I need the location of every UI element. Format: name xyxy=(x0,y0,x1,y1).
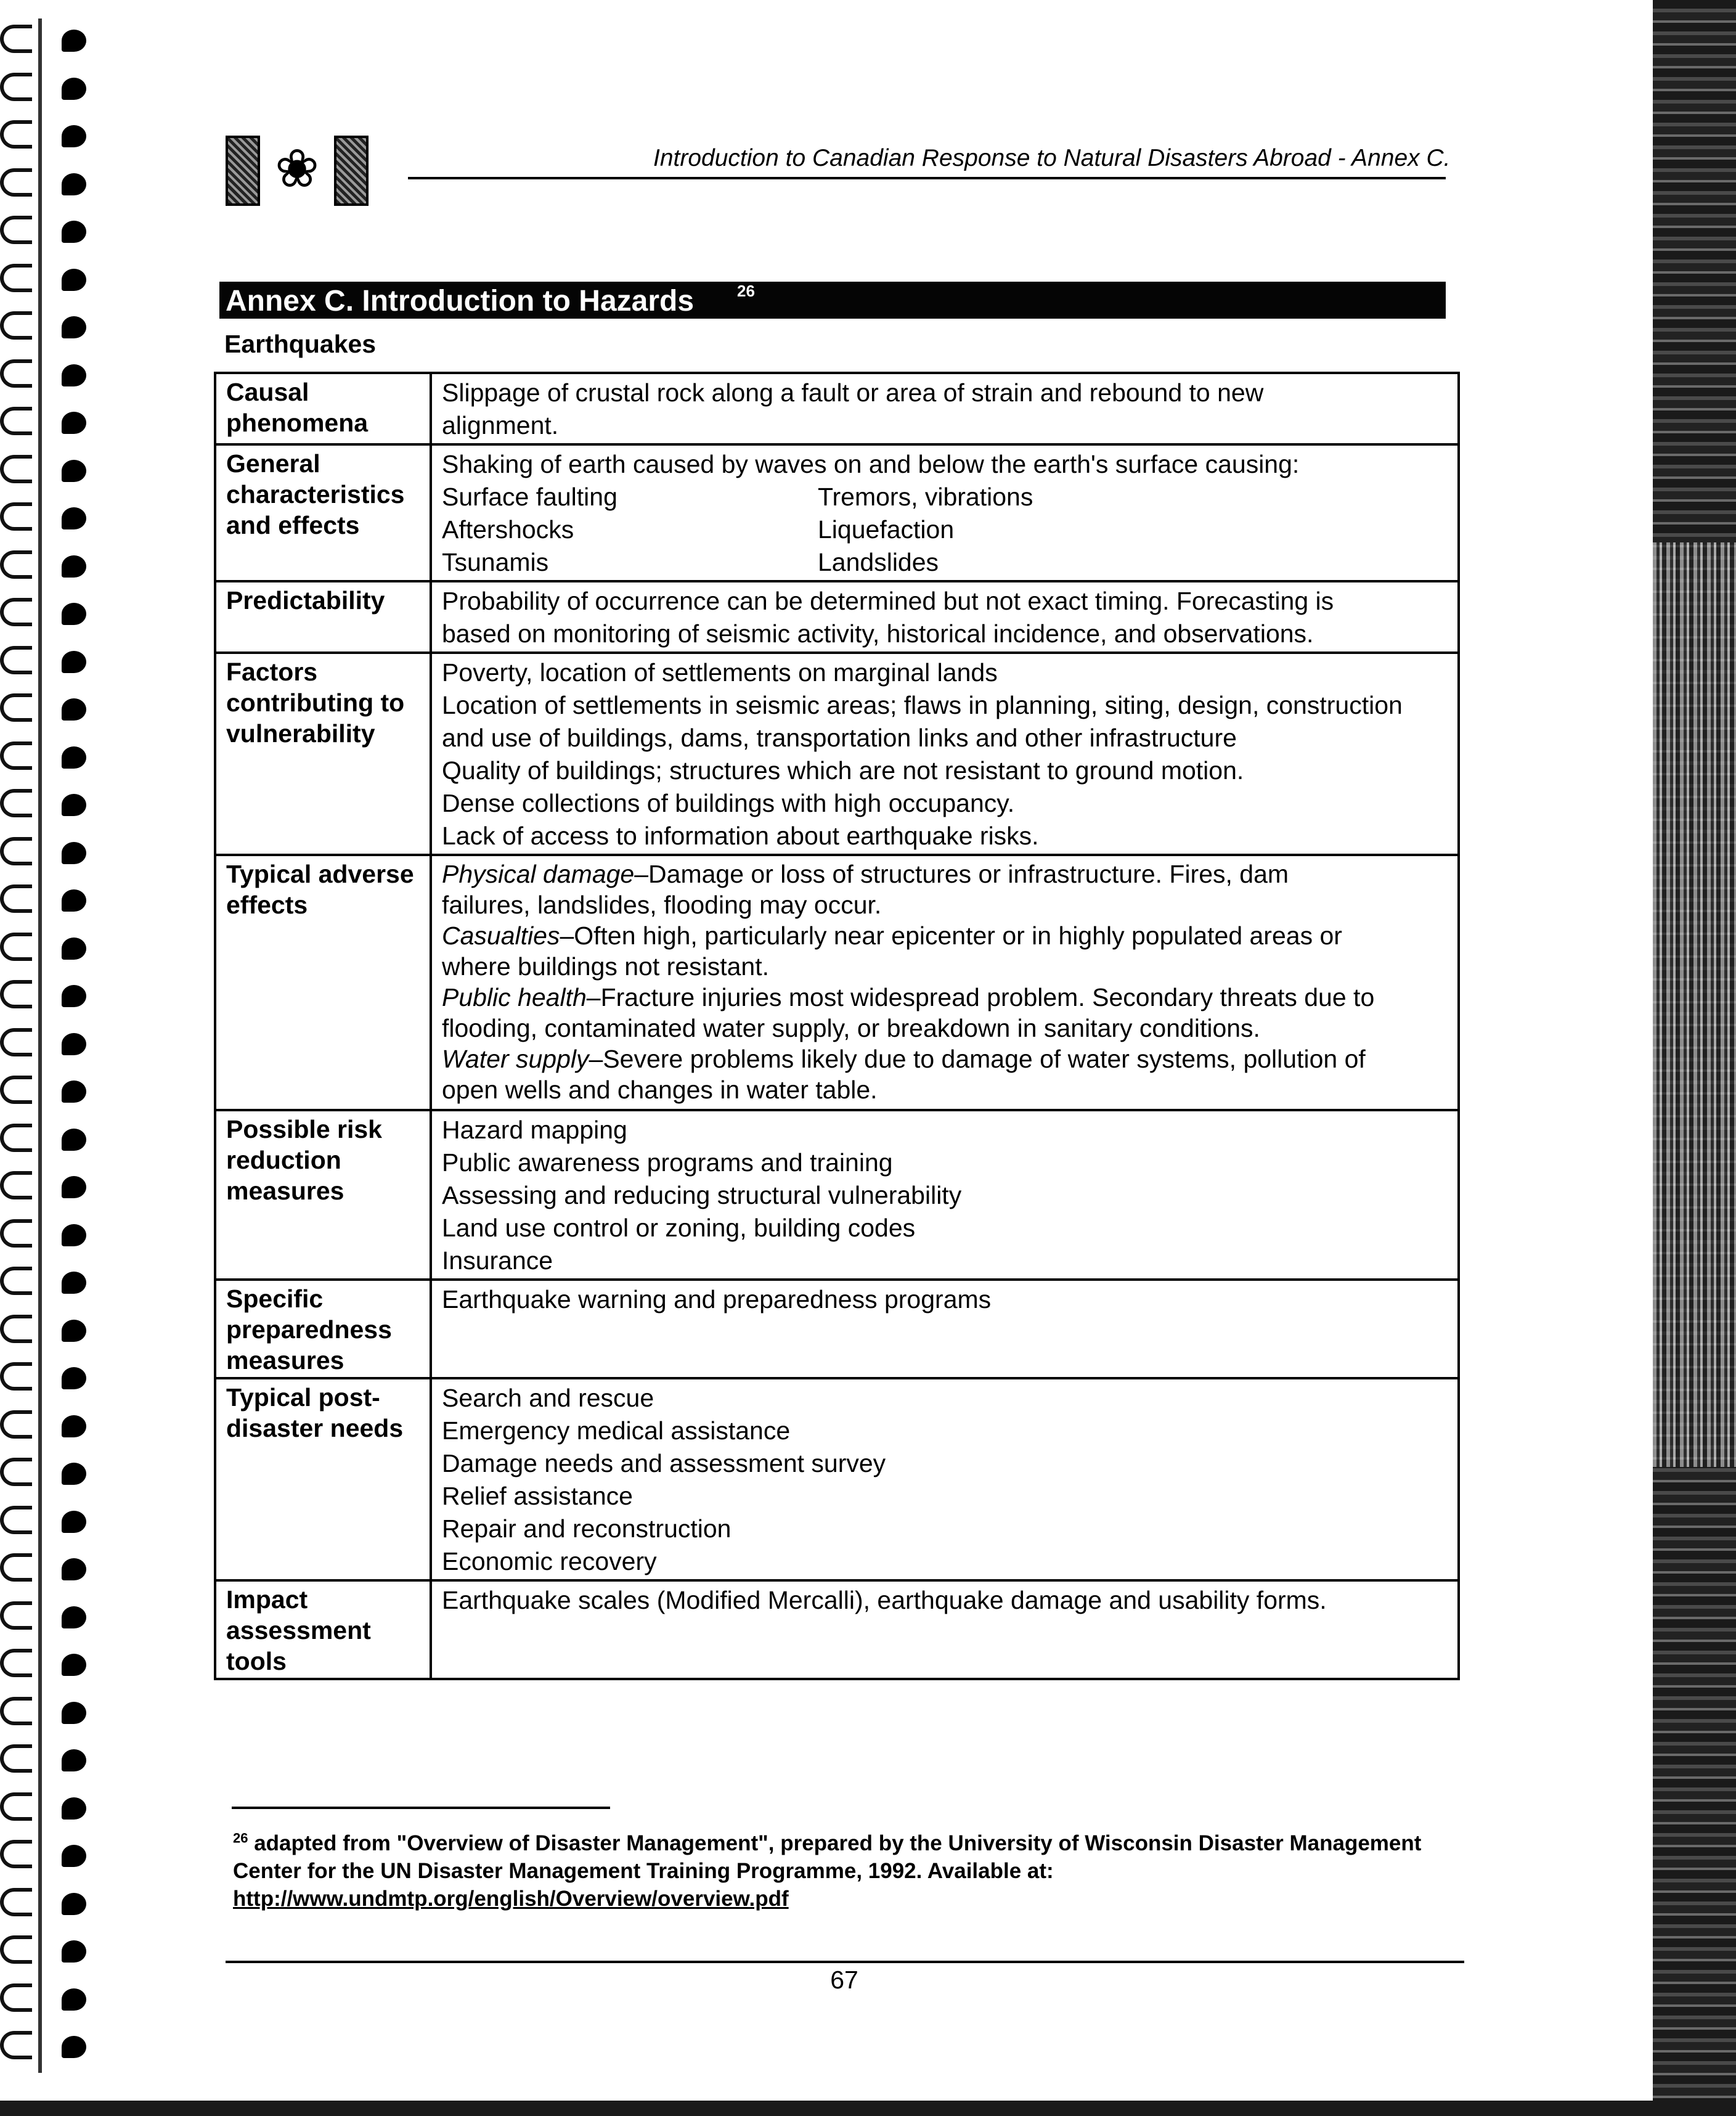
spiral-ring-dot xyxy=(62,1129,86,1151)
spiral-ring xyxy=(0,258,99,306)
maple-leaf-icon: ❀ xyxy=(274,138,320,200)
spiral-ring-hook xyxy=(0,598,32,626)
spiral-ring-hook xyxy=(0,1458,32,1486)
spiral-ring-hook xyxy=(0,741,32,770)
spiral-ring-hook xyxy=(0,73,32,101)
spiral-ring-stem xyxy=(38,1260,42,1309)
spiral-ring-dot xyxy=(62,173,86,195)
scan-edge-bottom xyxy=(0,2101,1736,2116)
spiral-ring-dot xyxy=(62,221,86,243)
spiral-ring xyxy=(0,1977,99,2025)
spiral-ring-stem xyxy=(38,926,42,974)
effect-text: –Fracture injuries most widespread problem. Secondary threats due to xyxy=(586,983,1375,1011)
row-content-preparedness xyxy=(431,1280,1459,1378)
spiral-ring-dot xyxy=(62,1558,86,1580)
spiral-ring-hook xyxy=(0,646,32,674)
spiral-ring xyxy=(0,1069,99,1117)
list-item: Search and rescue xyxy=(442,1384,654,1412)
spiral-ring-hook xyxy=(0,550,32,579)
spiral-ring-stem xyxy=(38,1929,42,1977)
text-line xyxy=(442,982,1451,1013)
spiral-ring-hook xyxy=(0,120,32,149)
spiral-ring-dot xyxy=(62,794,86,816)
table-row-general xyxy=(215,444,1459,581)
spiral-ring-dot xyxy=(62,555,86,578)
spiral-ring-dot xyxy=(62,1511,86,1533)
spiral-ring xyxy=(0,2025,99,2073)
spiral-ring-stem xyxy=(38,1786,42,1834)
text-line: and use of buildings, dams, transportation links and other infrastructure xyxy=(442,724,1237,752)
row-content-risk xyxy=(431,1110,1459,1280)
effect-pair xyxy=(442,513,1451,546)
spiral-ring-hook xyxy=(0,1697,32,1725)
list-item: Economic recovery xyxy=(442,1547,657,1575)
row-label-factors: Factors contributing to vulnerability xyxy=(215,653,431,855)
row-content-adverse xyxy=(431,855,1459,1110)
spiral-ring-hook xyxy=(0,264,32,292)
spiral-ring-hook xyxy=(0,1744,32,1773)
header-rule xyxy=(408,177,1446,179)
spiral-ring-dot xyxy=(62,1080,86,1103)
effect-pair xyxy=(442,546,1451,579)
spiral-ring xyxy=(0,1595,99,1643)
text-line: failures, landslides, flooding may occur. xyxy=(442,891,882,919)
spiral-ring-dot xyxy=(62,1463,86,1485)
effect-item: Landslides xyxy=(818,548,939,576)
footnote-link[interactable]: http://www.undmtp.org/english/Overview/overview.pdf xyxy=(233,1887,789,1911)
spiral-ring-stem xyxy=(38,305,42,353)
text-line: Dense collections of buildings with high occupancy. xyxy=(442,789,1015,817)
spiral-ring-hook xyxy=(0,1983,32,2012)
spiral-ring-stem xyxy=(38,687,42,735)
spiral-ring-dot xyxy=(62,889,86,912)
table-row-factors xyxy=(215,653,1459,855)
spiral-ring xyxy=(0,305,99,353)
spiral-ring xyxy=(0,1834,99,1882)
row-label-predictability: Predictability xyxy=(215,581,431,653)
list-item: Earthquake warning and preparedness programs xyxy=(442,1285,992,1313)
spiral-ring xyxy=(0,67,99,115)
spiral-ring-dot xyxy=(62,78,86,100)
spiral-ring xyxy=(0,926,99,974)
spiral-ring-stem xyxy=(38,258,42,306)
spiral-ring xyxy=(0,1356,99,1404)
spiral-ring xyxy=(0,1117,99,1166)
spiral-ring xyxy=(0,831,99,879)
spiral-ring-stem xyxy=(38,1738,42,1786)
spiral-ring-hook xyxy=(0,455,32,483)
annex-title-bar xyxy=(219,282,1446,319)
spiral-ring-dot xyxy=(62,1033,86,1055)
spiral-ring xyxy=(0,1404,99,1452)
row-label-impact: Impact assessment tools xyxy=(215,1580,431,1679)
row-content-causal xyxy=(431,373,1459,444)
text-line xyxy=(442,859,1451,889)
row-label-post: Typical post-disaster needs xyxy=(215,1378,431,1580)
table-row-impact xyxy=(215,1580,1459,1679)
spiral-ring xyxy=(0,1882,99,1930)
spiral-ring xyxy=(0,1452,99,1500)
spiral-ring-dot xyxy=(62,1224,86,1246)
scan-edge-right xyxy=(1653,0,1736,2116)
spiral-ring-hook xyxy=(0,2031,32,2059)
spiral-ring-dot xyxy=(62,507,86,529)
canada-flag-logo xyxy=(226,136,369,203)
spiral-ring-hook xyxy=(0,1267,32,1295)
flag-bar-left xyxy=(226,136,260,206)
spiral-ring-hook xyxy=(0,1792,32,1821)
annex-title: Annex C. Introduction to Hazards xyxy=(226,285,695,317)
row-content-factors xyxy=(431,653,1459,855)
spiral-ring-dot xyxy=(62,746,86,769)
text-line xyxy=(442,920,1451,951)
spiral-ring xyxy=(0,449,99,497)
spiral-ring-dot xyxy=(62,2036,86,2058)
text-line: Poverty, location of settlements on marginal lands xyxy=(442,658,998,687)
effect-term: Casualties xyxy=(442,921,560,950)
spiral-ring-stem xyxy=(38,1834,42,1882)
spiral-ring-dot xyxy=(62,125,86,147)
effect-term: Physical damage xyxy=(442,860,635,888)
spiral-ring xyxy=(0,1022,99,1070)
table-row-causal xyxy=(215,373,1459,444)
text-line: Shaking of earth caused by waves on and below the earth's surface causing: xyxy=(442,450,1300,478)
spiral-ring-dot xyxy=(62,937,86,960)
spiral-ring-stem xyxy=(38,1643,42,1691)
spiral-ring-dot xyxy=(62,698,86,721)
spiral-ring-dot xyxy=(62,1415,86,1437)
row-label-risk: Possible risk reduction measures xyxy=(215,1110,431,1280)
spiral-ring xyxy=(0,114,99,162)
text-line: flooding, contaminated water supply, or breakdown in sanitary conditions. xyxy=(442,1014,1260,1042)
spiral-ring-hook xyxy=(0,1888,32,1916)
list-item: Relief assistance xyxy=(442,1482,633,1510)
spiral-ring-stem xyxy=(38,974,42,1022)
spiral-ring-stem xyxy=(38,1452,42,1500)
spiral-ring xyxy=(0,162,99,210)
spiral-ring xyxy=(0,544,99,592)
spiral-ring-hook xyxy=(0,216,32,244)
table-row-adverse xyxy=(215,855,1459,1110)
spiral-ring xyxy=(0,1786,99,1834)
spiral-ring-stem xyxy=(38,1213,42,1261)
spiral-ring xyxy=(0,640,99,688)
footnote-rule xyxy=(232,1807,610,1809)
spiral-ring-dot xyxy=(62,1893,86,1915)
text-line: Probability of occurrence can be determined but not exact timing. Forecasting is xyxy=(442,587,1334,615)
spiral-ring-stem xyxy=(38,18,42,67)
table-row-preparedness xyxy=(215,1280,1459,1378)
spiral-ring-stem xyxy=(38,210,42,258)
spiral-ring-hook xyxy=(0,837,32,865)
effect-item: Tremors, vibrations xyxy=(818,483,1033,511)
spiral-ring-dot xyxy=(62,603,86,625)
spiral-ring xyxy=(0,1500,99,1548)
spiral-ring xyxy=(0,974,99,1022)
spiral-ring-hook xyxy=(0,502,32,531)
spiral-ring-stem xyxy=(38,1547,42,1595)
spiral-ring xyxy=(0,735,99,783)
spiral-ring-stem xyxy=(38,1165,42,1213)
spiral-ring-stem xyxy=(38,353,42,401)
list-item: Hazard mapping xyxy=(442,1116,627,1144)
spiral-ring-dot xyxy=(62,30,86,52)
list-item: Emergency medical assistance xyxy=(442,1416,791,1445)
text-line: where buildings not resistant. xyxy=(442,952,770,981)
spiral-ring-hook xyxy=(0,1649,32,1677)
spiral-ring xyxy=(0,18,99,67)
table-row-predictability xyxy=(215,581,1459,653)
title-footnote-ref: 26 xyxy=(737,282,755,300)
spiral-ring xyxy=(0,783,99,831)
spiral-ring-hook xyxy=(0,1601,32,1630)
spiral-ring-dot xyxy=(62,1702,86,1724)
spiral-ring xyxy=(0,210,99,258)
spiral-ring-stem xyxy=(38,1117,42,1166)
spiral-ring xyxy=(0,1547,99,1595)
spiral-ring-hook xyxy=(0,980,32,1008)
spiral-ring xyxy=(0,687,99,735)
spiral-ring-hook xyxy=(0,25,32,53)
effect-item: Liquefaction xyxy=(818,515,955,544)
spiral-ring-dot xyxy=(62,269,86,291)
spiral-ring-hook xyxy=(0,884,32,913)
spiral-ring-dot xyxy=(62,985,86,1007)
effect-text: –Often high, particularly near epicenter or in highly populated areas or xyxy=(560,921,1342,950)
spiral-ring xyxy=(0,1309,99,1357)
spiral-ring-stem xyxy=(38,401,42,449)
spiral-ring-hook xyxy=(0,1553,32,1582)
spiral-ring-hook xyxy=(0,1410,32,1439)
spiral-ring-stem xyxy=(38,1882,42,1930)
spiral-ring-hook xyxy=(0,1028,32,1056)
table-row-post xyxy=(215,1378,1459,1580)
spiral-ring-stem xyxy=(38,1500,42,1548)
text-line: based on monitoring of seismic activity, historical incidence, and observations. xyxy=(442,619,1314,648)
spiral-ring-stem xyxy=(38,1069,42,1117)
row-content-predictability xyxy=(431,581,1459,653)
spiral-ring-hook xyxy=(0,1840,32,1868)
footnote-text: adapted from "Overview of Disaster Management", prepared by the University of Wisconsin Disaster Management Center for the UN Disaster Management Training Programme, 1992. Available at: xyxy=(233,1831,1422,1883)
spiral-ring-stem xyxy=(38,831,42,879)
spiral-ring xyxy=(0,1738,99,1786)
spiral-ring xyxy=(0,353,99,401)
row-content-post xyxy=(431,1378,1459,1580)
spiral-ring-stem xyxy=(38,67,42,115)
spiral-ring-dot xyxy=(62,1845,86,1867)
spiral-ring xyxy=(0,496,99,544)
section-heading: Earthquakes xyxy=(224,330,377,358)
spiral-ring-dot xyxy=(62,842,86,864)
spiral-ring xyxy=(0,592,99,640)
flag-bar-right xyxy=(334,136,369,206)
spiral-ring-stem xyxy=(38,783,42,831)
spiral-ring-dot xyxy=(62,1654,86,1676)
spiral-ring-stem xyxy=(38,878,42,926)
spiral-ring-hook xyxy=(0,1076,32,1104)
footnote xyxy=(233,1829,1453,1913)
text-line: open wells and changes in water table. xyxy=(442,1076,878,1104)
list-item: Insurance xyxy=(442,1246,553,1275)
spiral-ring-hook xyxy=(0,933,32,961)
spiral-ring xyxy=(0,878,99,926)
effect-item: Aftershocks xyxy=(442,515,574,544)
spiral-ring-dot xyxy=(62,460,86,482)
spiral-ring-stem xyxy=(38,2025,42,2073)
text-line: Quality of buildings; structures which are not resistant to ground motion. xyxy=(442,756,1244,785)
effect-term: Public health xyxy=(442,983,587,1011)
text-line: Lack of access to information about earthquake risks. xyxy=(442,822,1039,850)
page-number: 67 xyxy=(830,1966,858,1994)
spiral-ring xyxy=(0,1165,99,1213)
spiral-ring-stem xyxy=(38,1022,42,1070)
text-line xyxy=(442,1044,1451,1074)
spiral-ring-dot xyxy=(62,651,86,673)
spiral-ring-stem xyxy=(38,735,42,783)
spiral-ring-stem xyxy=(38,1309,42,1357)
spiral-ring-stem xyxy=(38,592,42,640)
spiral-ring-hook xyxy=(0,789,32,817)
text-line: Slippage of crustal rock along a fault or area of strain and rebound to new xyxy=(442,378,1264,407)
effect-pair xyxy=(442,481,1451,513)
spiral-ring-hook xyxy=(0,1171,32,1199)
list-item: Damage needs and assessment survey xyxy=(442,1449,886,1477)
spiral-ring-stem xyxy=(38,544,42,592)
list-item: Assessing and reducing structural vulnerability xyxy=(442,1181,962,1209)
spiral-ring-dot xyxy=(62,1272,86,1294)
effect-term: Water supply xyxy=(442,1045,589,1073)
spiral-ring-dot xyxy=(62,1606,86,1628)
text-line: Location of settlements in seismic areas; flaws in planning, siting, design, construction xyxy=(442,691,1403,719)
spiral-ring-stem xyxy=(38,114,42,162)
spiral-ring xyxy=(0,1213,99,1261)
effect-text: –Severe problems likely due to damage of water systems, pollution of xyxy=(589,1045,1366,1073)
spiral-ring-stem xyxy=(38,1356,42,1404)
spiral-ring-hook xyxy=(0,1315,32,1343)
effect-text: –Damage or loss of structures or infrastructure. Fires, dam xyxy=(634,860,1289,888)
spiral-ring-hook xyxy=(0,311,32,340)
spiral-ring-dot xyxy=(62,1797,86,1820)
row-label-causal: Causal phenomena xyxy=(215,373,431,444)
spiral-ring-stem xyxy=(38,640,42,688)
list-item: Earthquake scales (Modified Mercalli), earthquake damage and usability forms. xyxy=(442,1586,1327,1614)
spiral-ring xyxy=(0,1643,99,1691)
spiral-ring-stem xyxy=(38,496,42,544)
spiral-ring-stem xyxy=(38,1977,42,2025)
footnote-number: 26 xyxy=(233,1830,248,1846)
text-line: alignment. xyxy=(442,411,559,439)
list-item: Land use control or zoning, building codes xyxy=(442,1214,916,1242)
hazard-table xyxy=(214,372,1460,1680)
row-label-preparedness: Specific preparedness measures xyxy=(215,1280,431,1378)
spiral-ring-stem xyxy=(38,1595,42,1643)
spiral-ring xyxy=(0,1691,99,1739)
spiral-ring-hook xyxy=(0,1362,32,1391)
row-content-general xyxy=(431,444,1459,581)
spiral-ring-hook xyxy=(0,1935,32,1964)
spiral-ring xyxy=(0,1260,99,1309)
spiral-ring-hook xyxy=(0,407,32,435)
spiral-ring-dot xyxy=(62,1176,86,1198)
effect-item: Tsunamis xyxy=(442,548,549,576)
row-label-general: General characteristics and effects xyxy=(215,444,431,581)
spiral-ring xyxy=(0,401,99,449)
list-item: Public awareness programs and training xyxy=(442,1148,893,1177)
spiral-ring-hook xyxy=(0,1219,32,1248)
spiral-ring-dot xyxy=(62,1940,86,1963)
spiral-ring-dot xyxy=(62,364,86,386)
spiral-ring-dot xyxy=(62,1749,86,1771)
spiral-ring-dot xyxy=(62,1988,86,2011)
spiral-ring-stem xyxy=(38,1691,42,1739)
spiral-binding xyxy=(0,18,99,2096)
spiral-ring-hook xyxy=(0,1506,32,1534)
table-row-risk xyxy=(215,1110,1459,1280)
spiral-ring-dot xyxy=(62,1320,86,1342)
spiral-ring-dot xyxy=(62,412,86,434)
spiral-ring-stem xyxy=(38,449,42,497)
running-header: Introduction to Canadian Response to Natural Disasters Abroad - Annex C. xyxy=(653,145,1451,171)
spiral-ring-dot xyxy=(62,1367,86,1389)
spiral-ring-hook xyxy=(0,693,32,722)
spiral-ring-hook xyxy=(0,168,32,197)
list-item: Repair and reconstruction xyxy=(442,1514,731,1543)
row-content-impact xyxy=(431,1580,1459,1679)
spiral-ring-hook xyxy=(0,1124,32,1152)
spiral-ring-stem xyxy=(38,1404,42,1452)
effect-item: Surface faulting xyxy=(442,483,617,511)
page-footer-rule xyxy=(226,1961,1464,1963)
spiral-ring-dot xyxy=(62,316,86,338)
spiral-ring-hook xyxy=(0,359,32,388)
spiral-ring-stem xyxy=(38,162,42,210)
spiral-ring xyxy=(0,1929,99,1977)
row-label-adverse: Typical adverse effects xyxy=(215,855,431,1110)
